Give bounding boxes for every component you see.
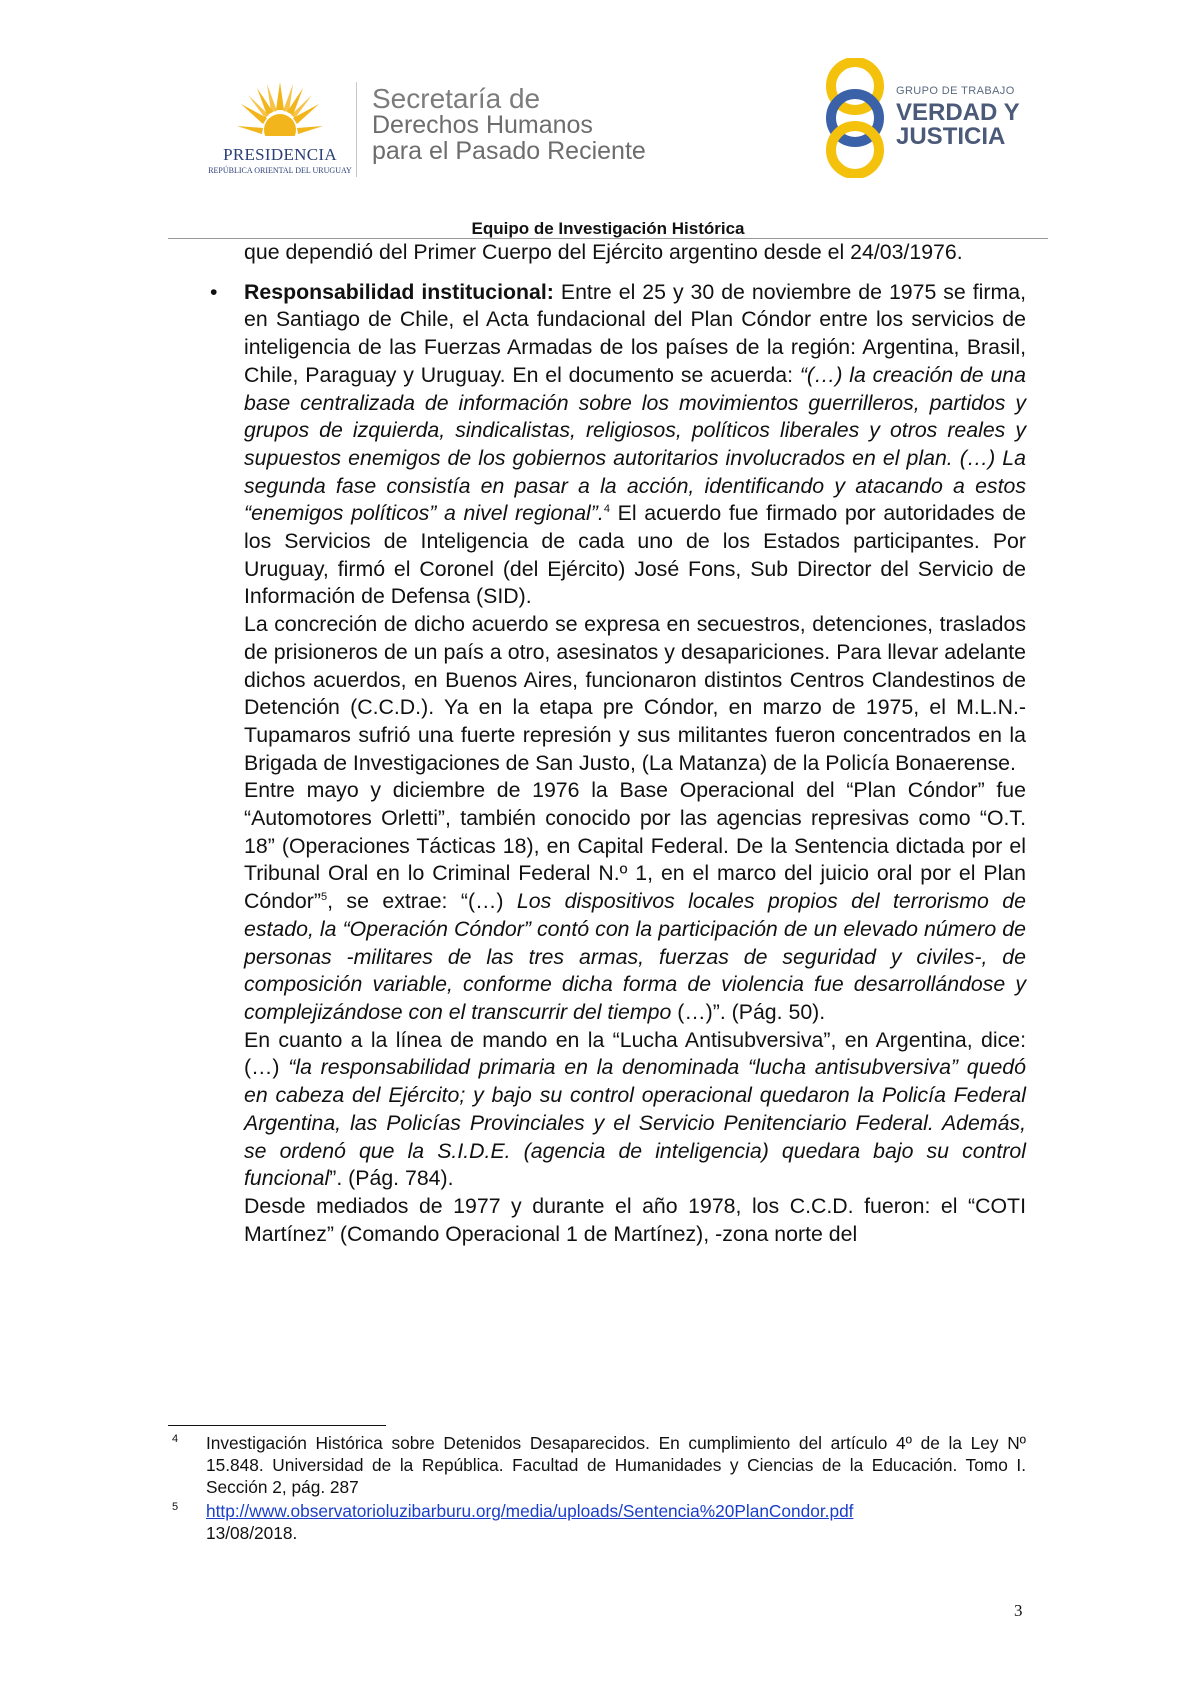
p4-text-a: En cuanto a la línea de mando en la “Lucha Antisubversiva”, en Argentina, dice: (…) <box>244 1027 1026 1080</box>
bullet-label: Responsabilidad institucional: <box>244 279 554 304</box>
paragraph-2: La concreción de dicho acuerdo se expresa en secuestros, detenciones, traslados de prisioneros de un país a otro, asesinatos y desapariciones. Para llevar adelante dichos acuerdos, en Buenos Aires, funcionaron distintos Centros Clandestinos de Detención (C.C.D.). Ya en la etapa pre Cóndor, en marzo de 1975, el M.L.N.-Tupamaros sufrió una fuerte represión y sus militantes fueron concentrados en la Brigada de Investigaciones de San Justo, (La Matanza) de la Policía Bonaerense. <box>244 612 1026 775</box>
p4-quote: “la responsabilidad primaria en la denominada “lucha antisubversiva” quedó en cabeza del Ejército; y bajo su control operacional quedaron la Policía Federal Argentina, las Policías Provinciales y el Servicio Penitenciario Federal. Además, se ordenó que la S.I.D.E. (agencia de inteligencia) quedara bajo su control funcional <box>244 1055 1026 1191</box>
paragraph-continuation: que dependió del Primer Cuerpo del Ejército argentino desde el 24/03/1976. <box>244 240 963 264</box>
secretaria-line-2: Derechos Humanos <box>372 111 593 139</box>
presidencia-subtitle: REPÚBLICA ORIENTAL DEL URUGUAY <box>208 166 352 175</box>
header-divider <box>356 82 357 177</box>
paragraph-4 <box>244 1027 1026 1193</box>
p1-quote: “(…) la creación de una base centralizada de información sobre los movimientos guerrilleros, partidos y grupos de izquierda, sindicalistas, religiosos, políticos liberales y otros reales y supuestos enemigos de los gobiernos autoritarios involucrados en el plan. (…) La segunda fase consistía en pasar a la acción, identificando y atacando a estos “enemigos políticos” a nivel regional”. <box>244 362 1026 526</box>
secretaria-title <box>372 83 646 165</box>
footnote-ref-4[interactable]: 4 <box>603 503 610 516</box>
running-header: Equipo de Investigación Histórica <box>471 219 745 238</box>
grupo-text <box>896 86 1020 149</box>
footnote-4-mark: 4 <box>172 1433 179 1445</box>
footnote-4 <box>168 1432 1026 1498</box>
presidencia-title: PRESIDENCIA <box>223 145 337 164</box>
p4-text-b: ”. (Pág. 784). <box>329 1166 454 1191</box>
paragraph-3 <box>244 777 1026 1026</box>
footnote-ref-5[interactable]: 5 <box>320 891 328 904</box>
body-text <box>210 239 1026 1248</box>
p3-quote: Los dispositivos locales propios del terrorismo de estado, la “Operación Cóndor” contó con la participación de un elevado número de personas -militares de las tres armas, fuerzas de seguridad y civiles-, de composición variable, conforme dicha forma de violencia fue desarrollándose y complejizándose con el transcurrir del tiempo <box>244 889 1026 1024</box>
p3-text-a: Entre mayo y diciembre de 1976 la Base Operacional del “Plan Cóndor” fue “Automotores Orletti”, también conocido por las agencias represivas como “O.T. 18” (Operaciones Tácticas 18), en Capital Federal. De la Sentencia dictada por el Tribunal Oral en lo Criminal Federal N.º 1, en el marco del juicio oral por el Plan Cóndor” <box>244 778 1026 914</box>
bullet-paragraph <box>210 279 1026 611</box>
secretaria-line-3: para el Pasado Reciente <box>372 137 646 165</box>
p1-text-b: El acuerdo fue firmado por autoridades de los Servicios de Inteligencia de cada uno de los Estados participantes. Por Uruguay, firmó el Coronel (del Ejército) José Fons, Sub Director del Servicio de Información de Defensa (SID). <box>244 501 1026 609</box>
paragraph-5: Desde mediados de 1977 y durante el año 1978, los C.C.D. fueron: el “COTI Martínez” (Comando Operacional 1 de Martínez), -zona norte del <box>244 1193 1026 1246</box>
presidencia-logo <box>195 80 365 180</box>
footnote-5 <box>168 1500 1026 1544</box>
bullet-icon: • <box>210 279 218 304</box>
sun-emblem-icon <box>237 80 323 148</box>
p3-text-c: (…)”. (Pág. 50). <box>671 999 826 1024</box>
footnote-5-link[interactable]: http://www.observatorioluzibarburu.org/media/uploads/Sentencia%20PlanCondor.pdf <box>206 1501 854 1521</box>
footnotes <box>168 1432 1026 1546</box>
page-number: 3 <box>1014 1601 1023 1620</box>
verdad-justicia-logo <box>820 58 1030 178</box>
footnote-5-mark: 5 <box>172 1501 179 1513</box>
p3-text-b: , se extrae: “(…) <box>327 889 517 914</box>
footnote-5-date: 13/08/2018. <box>206 1523 298 1543</box>
footnote-rule <box>168 1425 386 1426</box>
secretaria-line-1: Secretaría de <box>372 83 541 114</box>
p1-text-a: Entre el 25 y 30 de noviembre de 1975 se firma, en Santiago de Chile, el Acta fundacional del Plan Cóndor entre los servicios de inteligencia de las Fuerzas Armadas de los países de la región: Argentina, Brasil, Chile, Paraguay y Uruguay. En el documento se acuerda: <box>244 279 1026 387</box>
grupo-line-3: JUSTICIA <box>896 123 1006 150</box>
interlocking-rings-icon <box>820 58 890 178</box>
grupo-line-2: VERDAD Y <box>896 99 1020 126</box>
grupo-line-1: GRUPO DE TRABAJO <box>896 85 1015 97</box>
footnote-4-text: Investigación Histórica sobre Detenidos Desaparecidos. En cumplimiento del artículo 4º de la Ley Nº 15.848. Universidad de la República. Facultad de Humanidades y Ciencias de la Educación. Tomo I. Sección 2, pág. 287 <box>206 1433 1026 1497</box>
